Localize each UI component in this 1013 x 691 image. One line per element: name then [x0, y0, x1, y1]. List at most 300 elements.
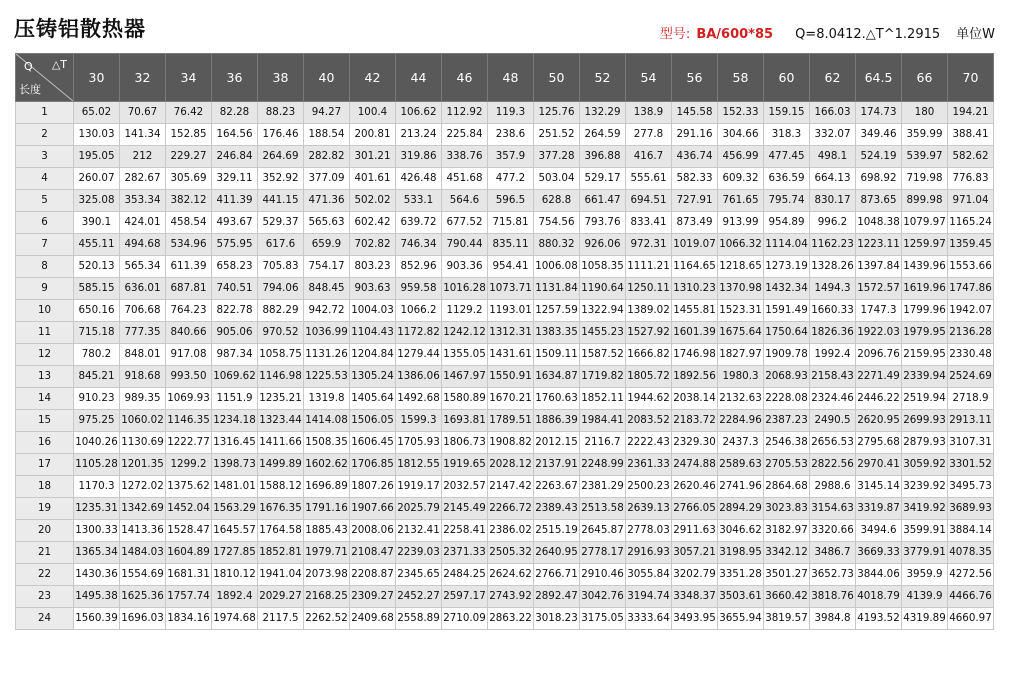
table-cell: 3194.74 [626, 586, 672, 608]
table-cell: 3046.62 [718, 520, 764, 542]
table-cell: 1806.73 [442, 432, 488, 454]
table-cell: 609.32 [718, 168, 764, 190]
table-cell: 377.28 [534, 146, 580, 168]
table-row [16, 278, 994, 300]
table-cell: 3486.7 [810, 542, 856, 564]
table-cell: 1554.69 [120, 564, 166, 586]
table-cell: 2988.6 [810, 476, 856, 498]
page-title: 压铸铝散热器 [14, 17, 146, 41]
table-cell: 954.41 [488, 256, 534, 278]
table-row [16, 410, 994, 432]
table-row [16, 322, 994, 344]
row-header: 6 [16, 212, 74, 234]
table-cell: 3202.79 [672, 564, 718, 586]
table-cell: 291.16 [672, 124, 718, 146]
table-cell: 1696.03 [120, 608, 166, 630]
table-cell: 971.04 [948, 190, 994, 212]
table-cell: 1250.11 [626, 278, 672, 300]
table-cell: 658.23 [212, 256, 258, 278]
table-cell: 1305.24 [350, 366, 396, 388]
table-cell: 628.8 [534, 190, 580, 212]
table-cell: 1527.92 [626, 322, 672, 344]
table-row [16, 256, 994, 278]
table-cell: 2096.76 [856, 344, 902, 366]
table-cell: 3818.76 [810, 586, 856, 608]
table-cell: 2158.43 [810, 366, 856, 388]
table-cell: 3495.73 [948, 476, 994, 498]
table-cell: 2519.94 [902, 388, 948, 410]
table-cell: 1069.93 [166, 388, 212, 410]
table-cell: 264.59 [580, 124, 626, 146]
table-row [16, 168, 994, 190]
table-cell: 989.35 [120, 388, 166, 410]
table-cell: 848.45 [304, 278, 350, 300]
table-cell: 1058.35 [580, 256, 626, 278]
table-cell: 903.63 [350, 278, 396, 300]
table-cell: 822.78 [212, 300, 258, 322]
table-cell: 1675.64 [718, 322, 764, 344]
table-cell: 1660.33 [810, 300, 856, 322]
table-cell: 3884.14 [948, 520, 994, 542]
column-header: 60 [764, 54, 810, 102]
table-cell: 225.84 [442, 124, 488, 146]
table-cell: 359.99 [902, 124, 948, 146]
column-header: 64.5 [856, 54, 902, 102]
table-cell: 503.04 [534, 168, 580, 190]
table-cell: 1431.61 [488, 344, 534, 366]
row-header: 23 [16, 586, 74, 608]
table-cell: 3198.95 [718, 542, 764, 564]
table-cell: 1696.89 [304, 476, 350, 498]
table-cell: 3819.57 [764, 608, 810, 630]
table-cell: 411.39 [212, 190, 258, 212]
table-cell: 2248.99 [580, 454, 626, 476]
table-cell: 2381.29 [580, 476, 626, 498]
table-cell: 882.29 [258, 300, 304, 322]
table-cell: 3844.06 [856, 564, 902, 586]
table-cell: 132.29 [580, 102, 626, 124]
table-cell: 1040.26 [74, 432, 120, 454]
table-cell: 1146.35 [166, 410, 212, 432]
column-header: 50 [534, 54, 580, 102]
table-cell: 2409.68 [350, 608, 396, 630]
table-cell: 803.23 [350, 256, 396, 278]
table-cell: 2505.32 [488, 542, 534, 564]
table-cell: 903.36 [442, 256, 488, 278]
table-cell: 764.23 [166, 300, 212, 322]
table-cell: 329.11 [212, 168, 258, 190]
table-cell: 1974.68 [212, 608, 258, 630]
table-cell: 3493.95 [672, 608, 718, 630]
table-cell: 141.34 [120, 124, 166, 146]
table-cell: 1222.77 [166, 432, 212, 454]
table-cell: 2620.46 [672, 476, 718, 498]
table-cell: 1272.02 [120, 476, 166, 498]
table-cell: 3494.6 [856, 520, 902, 542]
table-cell: 3042.76 [580, 586, 626, 608]
table-cell: 677.52 [442, 212, 488, 234]
table-cell: 852.96 [396, 256, 442, 278]
table-cell: 1727.85 [212, 542, 258, 564]
row-header: 12 [16, 344, 74, 366]
table-cell: 3501.27 [764, 564, 810, 586]
table-cell: 1131.26 [304, 344, 350, 366]
table-cell: 1225.53 [304, 366, 350, 388]
table-cell: 1907.66 [350, 498, 396, 520]
column-header: 56 [672, 54, 718, 102]
table-cell: 524.19 [856, 146, 902, 168]
table-cell: 1170.3 [74, 476, 120, 498]
table-cell: 564.6 [442, 190, 488, 212]
table-cell: 1455.23 [580, 322, 626, 344]
table-cell: 1104.43 [350, 322, 396, 344]
table-cell: 2513.58 [580, 498, 626, 520]
table-cell: 1919.65 [442, 454, 488, 476]
table-cell: 1619.96 [902, 278, 948, 300]
table-cell: 1719.82 [580, 366, 626, 388]
table-row [16, 454, 994, 476]
table-cell: 794.06 [258, 278, 304, 300]
table-cell: 664.13 [810, 168, 856, 190]
table-cell: 1019.07 [672, 234, 718, 256]
table-cell: 1909.78 [764, 344, 810, 366]
table-cell: 2639.13 [626, 498, 672, 520]
table-cell: 2258.41 [442, 520, 488, 542]
table-cell: 1666.82 [626, 344, 672, 366]
model-label: 型号: [659, 27, 691, 42]
table-cell: 2446.22 [856, 388, 902, 410]
table-cell: 1528.47 [166, 520, 212, 542]
table-cell: 1411.66 [258, 432, 304, 454]
table-cell: 456.99 [718, 146, 764, 168]
table-cell: 2263.67 [534, 476, 580, 498]
table-cell: 2718.9 [948, 388, 994, 410]
table-cell: 1218.65 [718, 256, 764, 278]
table-cell: 2879.93 [902, 432, 948, 454]
table-cell: 2073.98 [304, 564, 350, 586]
table-cell: 1259.97 [902, 234, 948, 256]
column-header: 70 [948, 54, 994, 102]
table-cell: 835.11 [488, 234, 534, 256]
table-row [16, 586, 994, 608]
table-row [16, 146, 994, 168]
table-cell: 246.84 [212, 146, 258, 168]
table-cell: 534.96 [166, 234, 212, 256]
table-cell: 698.92 [856, 168, 902, 190]
table-cell: 840.66 [166, 322, 212, 344]
table-cell: 873.49 [672, 212, 718, 234]
table-cell: 1625.36 [120, 586, 166, 608]
table-cell: 2490.5 [810, 410, 856, 432]
table-cell: 3689.93 [948, 498, 994, 520]
table-cell: 1299.2 [166, 454, 212, 476]
table-row [16, 124, 994, 146]
table-cell: 1359.45 [948, 234, 994, 256]
table-cell: 1553.66 [948, 256, 994, 278]
table-cell: 1508.35 [304, 432, 350, 454]
table-cell: 780.2 [74, 344, 120, 366]
table-cell: 125.76 [534, 102, 580, 124]
row-header: 15 [16, 410, 74, 432]
table-cell: 1799.96 [902, 300, 948, 322]
table-cell: 1006.08 [534, 256, 580, 278]
column-header: 44 [396, 54, 442, 102]
table-cell: 1066.32 [718, 234, 764, 256]
table-row [16, 212, 994, 234]
table-cell: 1397.84 [856, 256, 902, 278]
heat-output-formula: Q=8.0412.△T^1.2915 [795, 27, 941, 42]
table-cell: 180 [902, 102, 948, 124]
table-cell: 970.52 [258, 322, 304, 344]
table-cell: 352.92 [258, 168, 304, 190]
table-cell: 2515.19 [534, 520, 580, 542]
table-cell: 3333.64 [626, 608, 672, 630]
table-cell: 1386.06 [396, 366, 442, 388]
table-cell: 3503.61 [718, 586, 764, 608]
row-header: 14 [16, 388, 74, 410]
table-cell: 1004.03 [350, 300, 396, 322]
table-cell: 2864.68 [764, 476, 810, 498]
column-header: 42 [350, 54, 396, 102]
table-cell: 451.68 [442, 168, 488, 190]
table-cell: 2589.63 [718, 454, 764, 476]
table-cell: 318.3 [764, 124, 810, 146]
table-cell: 65.02 [74, 102, 120, 124]
table-cell: 1355.05 [442, 344, 488, 366]
table-cell: 498.1 [810, 146, 856, 168]
table-cell: 1494.3 [810, 278, 856, 300]
table-cell: 2474.88 [672, 454, 718, 476]
table-cell: 426.48 [396, 168, 442, 190]
table-cell: 3351.28 [718, 564, 764, 586]
table-cell: 2624.62 [488, 564, 534, 586]
table-cell: 2136.28 [948, 322, 994, 344]
table-cell: 2822.56 [810, 454, 856, 476]
table-cell: 761.65 [718, 190, 764, 212]
table-cell: 1602.62 [304, 454, 350, 476]
table-cell: 176.46 [258, 124, 304, 146]
table-cell: 3652.73 [810, 564, 856, 586]
table-cell: 1162.23 [810, 234, 856, 256]
table-cell: 304.66 [718, 124, 764, 146]
unit-label: 单位W [956, 27, 995, 42]
table-cell: 1587.52 [580, 344, 626, 366]
table-cell: 2437.3 [718, 432, 764, 454]
table-cell: 1201.35 [120, 454, 166, 476]
table-cell: 596.5 [488, 190, 534, 212]
table-cell: 2389.43 [534, 498, 580, 520]
table-cell: 1892.4 [212, 586, 258, 608]
corner-length-label: 长度 [19, 83, 41, 96]
table-cell: 3055.84 [626, 564, 672, 586]
table-cell: 2894.29 [718, 498, 764, 520]
table-cell: 1705.93 [396, 432, 442, 454]
table-cell: 1114.04 [764, 234, 810, 256]
table-cell: 1398.73 [212, 454, 258, 476]
table-cell: 1634.87 [534, 366, 580, 388]
table-cell: 1606.45 [350, 432, 396, 454]
table-cell: 2183.72 [672, 410, 718, 432]
table-cell: 687.81 [166, 278, 212, 300]
table-cell: 639.72 [396, 212, 442, 234]
table-cell: 100.4 [350, 102, 396, 124]
table-cell: 539.97 [902, 146, 948, 168]
table-cell: 388.41 [948, 124, 994, 146]
table-cell: 529.37 [258, 212, 304, 234]
table-cell: 1789.51 [488, 410, 534, 432]
table-cell: 238.6 [488, 124, 534, 146]
table-cell: 1885.43 [304, 520, 350, 542]
table-cell: 3182.97 [764, 520, 810, 542]
table-cell: 4319.89 [902, 608, 948, 630]
row-header: 18 [16, 476, 74, 498]
table-cell: 338.76 [442, 146, 488, 168]
table-cell: 282.67 [120, 168, 166, 190]
row-header: 9 [16, 278, 74, 300]
table-cell: 1992.4 [810, 344, 856, 366]
table-cell: 112.92 [442, 102, 488, 124]
table-cell: 2970.41 [856, 454, 902, 476]
table-cell: 2640.95 [534, 542, 580, 564]
table-row [16, 300, 994, 322]
table-cell: 2271.49 [856, 366, 902, 388]
table-cell: 555.61 [626, 168, 672, 190]
table-cell: 705.83 [258, 256, 304, 278]
table-cell: 565.63 [304, 212, 350, 234]
table-cell: 1165.24 [948, 212, 994, 234]
table-cell: 3599.91 [902, 520, 948, 542]
table-cell: 390.1 [74, 212, 120, 234]
table-cell: 382.12 [166, 190, 212, 212]
table-cell: 1979.95 [902, 322, 948, 344]
table-cell: 502.02 [350, 190, 396, 212]
table-cell: 1807.26 [350, 476, 396, 498]
table-cell: 3984.8 [810, 608, 856, 630]
table-cell: 260.07 [74, 168, 120, 190]
table-cell: 959.58 [396, 278, 442, 300]
table-cell: 1492.68 [396, 388, 442, 410]
table-cell: 2500.23 [626, 476, 672, 498]
table-cell: 455.11 [74, 234, 120, 256]
column-header: 32 [120, 54, 166, 102]
table-cell: 2147.42 [488, 476, 534, 498]
table-cell: 1523.31 [718, 300, 764, 322]
table-cell: 1572.57 [856, 278, 902, 300]
table-cell: 1810.12 [212, 564, 258, 586]
table-cell: 277.8 [626, 124, 672, 146]
table-cell: 2028.12 [488, 454, 534, 476]
table-cell: 106.62 [396, 102, 442, 124]
table-cell: 1172.82 [396, 322, 442, 344]
table-cell: 396.88 [580, 146, 626, 168]
table-cell: 1328.26 [810, 256, 856, 278]
table-cell: 910.23 [74, 388, 120, 410]
table-cell: 424.01 [120, 212, 166, 234]
table-cell: 740.51 [212, 278, 258, 300]
table-cell: 319.86 [396, 146, 442, 168]
table-cell: 1016.28 [442, 278, 488, 300]
table-cell: 3059.92 [902, 454, 948, 476]
column-header: 52 [580, 54, 626, 102]
table-row [16, 498, 994, 520]
table-row [16, 476, 994, 498]
table-cell: 972.31 [626, 234, 672, 256]
table-cell: 1812.55 [396, 454, 442, 476]
table-cell: 325.08 [74, 190, 120, 212]
table-cell: 1439.96 [902, 256, 948, 278]
table-body [16, 102, 994, 630]
row-header: 5 [16, 190, 74, 212]
table-cell: 2025.79 [396, 498, 442, 520]
table-cell: 795.74 [764, 190, 810, 212]
table-cell: 1591.49 [764, 300, 810, 322]
table-cell: 1151.9 [212, 388, 258, 410]
table-cell: 1257.59 [534, 300, 580, 322]
row-header: 17 [16, 454, 74, 476]
table-cell: 213.24 [396, 124, 442, 146]
table-cell: 2266.72 [488, 498, 534, 520]
table-cell: 2012.15 [534, 432, 580, 454]
table-row [16, 344, 994, 366]
table-cell: 1130.69 [120, 432, 166, 454]
row-header: 21 [16, 542, 74, 564]
table-cell: 1073.71 [488, 278, 534, 300]
table-cell: 1190.64 [580, 278, 626, 300]
row-header: 20 [16, 520, 74, 542]
table-cell: 1791.16 [304, 498, 350, 520]
table-cell: 1069.62 [212, 366, 258, 388]
table-cell: 582.62 [948, 146, 994, 168]
table-cell: 2705.53 [764, 454, 810, 476]
table-cell: 2699.93 [902, 410, 948, 432]
table-cell: 2910.46 [580, 564, 626, 586]
table-cell: 2916.93 [626, 542, 672, 564]
table-cell: 3669.33 [856, 542, 902, 564]
table-cell: 1310.23 [672, 278, 718, 300]
table-cell: 1370.98 [718, 278, 764, 300]
table-cell: 833.41 [626, 212, 672, 234]
table-cell: 166.03 [810, 102, 856, 124]
table-cell: 119.3 [488, 102, 534, 124]
table-cell: 2029.27 [258, 586, 304, 608]
table-cell: 1827.97 [718, 344, 764, 366]
table-cell: 1499.89 [258, 454, 304, 476]
table-cell: 1980.3 [718, 366, 764, 388]
table-cell: 1506.05 [350, 410, 396, 432]
table-cell: 1452.04 [166, 498, 212, 520]
table-cell: 1389.02 [626, 300, 672, 322]
table-cell: 416.7 [626, 146, 672, 168]
table-cell: 353.34 [120, 190, 166, 212]
table-cell: 1235.31 [74, 498, 120, 520]
row-header: 13 [16, 366, 74, 388]
table-cell: 918.68 [120, 366, 166, 388]
table-cell: 2228.08 [764, 388, 810, 410]
table-cell: 715.18 [74, 322, 120, 344]
table-cell: 1670.21 [488, 388, 534, 410]
table-cell: 1599.3 [396, 410, 442, 432]
table-cell: 3239.92 [902, 476, 948, 498]
table-cell: 477.2 [488, 168, 534, 190]
table-cell: 1234.18 [212, 410, 258, 432]
table-cell: 3660.42 [764, 586, 810, 608]
table-cell: 2284.96 [718, 410, 764, 432]
table-cell: 130.03 [74, 124, 120, 146]
table-row [16, 564, 994, 586]
table-cell: 1747.3 [856, 300, 902, 322]
product-specs [660, 26, 995, 44]
table-cell: 845.21 [74, 366, 120, 388]
